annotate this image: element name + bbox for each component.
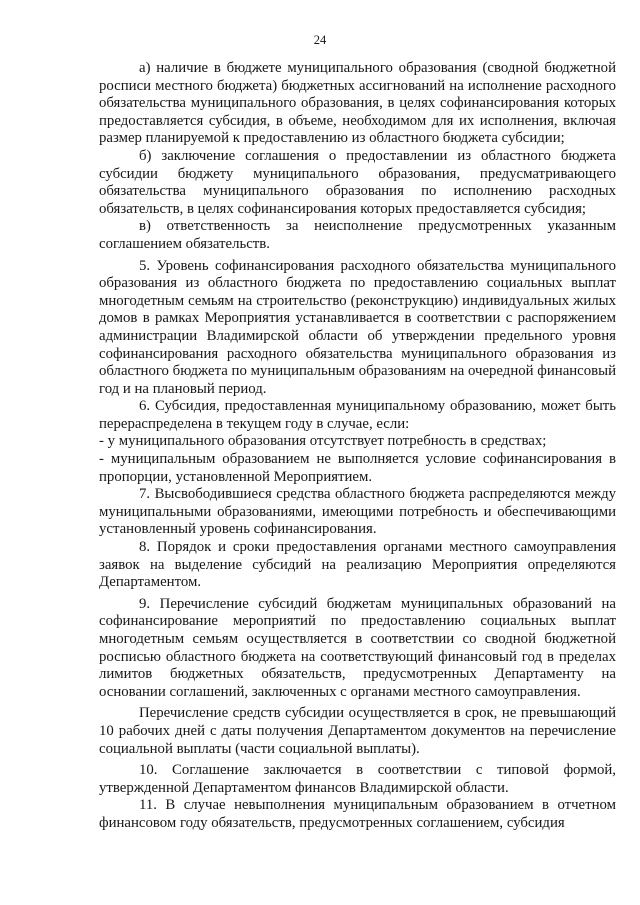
- paragraph-clause-9: 9. Перечисление субсидий бюджетам муниципальных образований на софинансирование мероприятий по предоставлению социальных выплат многодетным семьям осуществляется в соответствии со сводной бюджетной росписью областного бюджета на соответствующий финансовый год в пределах лимитов бюджетных обязательств, предусмотренных Департаменту на основании соглашений, заключенных с органами местного самоуправления.: [99, 595, 616, 700]
- paragraph-clause-6: 6. Субсидия, предоставленная муниципальному образованию, может быть перераспределена в текущем году в случае, если:: [99, 398, 616, 432]
- paragraph-clause-11: 11. В случае невыполнения муниципальным образованием в отчетном финансовом году обязательств, предусмотренных соглашением, субсидия: [99, 797, 616, 831]
- paragraph-condition-v: в) ответственность за неисполнение предусмотренных указанным соглашением обязательств.: [99, 218, 616, 252]
- paragraph-clause-9-transfer: Перечисление средств субсидии осуществляется в срок, не превышающий 10 рабочих дней с даты получения Департаментом документов на перечисление социальной выплаты (части социальной выплаты).: [99, 705, 616, 757]
- document-body: [99, 60, 616, 833]
- paragraph-clause-10: 10. Соглашение заключается в соответствии с типовой формой, утвержденной Департаментом финансов Владимирской области.: [99, 762, 616, 796]
- paragraph-condition-a: а) наличие в бюджете муниципального образования (сводной бюджетной росписи местного бюджета) бюджетных ассигнований на исполнение расходного обязательства муниципального образования, в целях софинансирования которых предоставляется субсидия, в объеме, необходимом для их исполнения, включая размер планируемой к предоставлению из областного бюджета субсидии;: [99, 60, 616, 147]
- paragraph-clause-6-item-2: - муниципальным образованием не выполняется условие софинансирования в пропорции, установленной Мероприятием.: [99, 451, 616, 485]
- paragraph-clause-7: 7. Высвободившиеся средства областного бюджета распределяются между муниципальными образованиями, имеющими потребность и обеспечивающими установленный уровень софинансирования.: [99, 486, 616, 538]
- paragraph-clause-5: 5. Уровень софинансирования расходного обязательства муниципального образования из областного бюджета по предоставлению социальных выплат многодетным семьям на строительство (реконструкцию) индивидуальных жилых домов в рамках Мероприятия устанавливается в соответствии с распоряжением администрации Владимирской области об утверждении предельного уровня софинансирования расходного обязательства муниципального образования из областного бюджета по муниципальным образованиям на очередной финансовый год и на плановый период.: [99, 257, 616, 397]
- paragraph-clause-6-item-1: - у муниципального образования отсутствует потребность в средствах;: [99, 433, 547, 450]
- page-number: 24: [313, 33, 327, 47]
- paragraph-clause-8: 8. Порядок и сроки предоставления органами местного самоуправления заявок на выделение субсидий на реализацию Мероприятия определяются Департаментом.: [99, 539, 616, 591]
- paragraph-condition-b: б) заключение соглашения о предоставлении из областного бюджета субсидии бюджету муниципального образования, предусматривающего обязательства муниципального образования по исполнению расходных обязательств, в целях софинансирования которых предоставляется субсидия;: [99, 147, 616, 217]
